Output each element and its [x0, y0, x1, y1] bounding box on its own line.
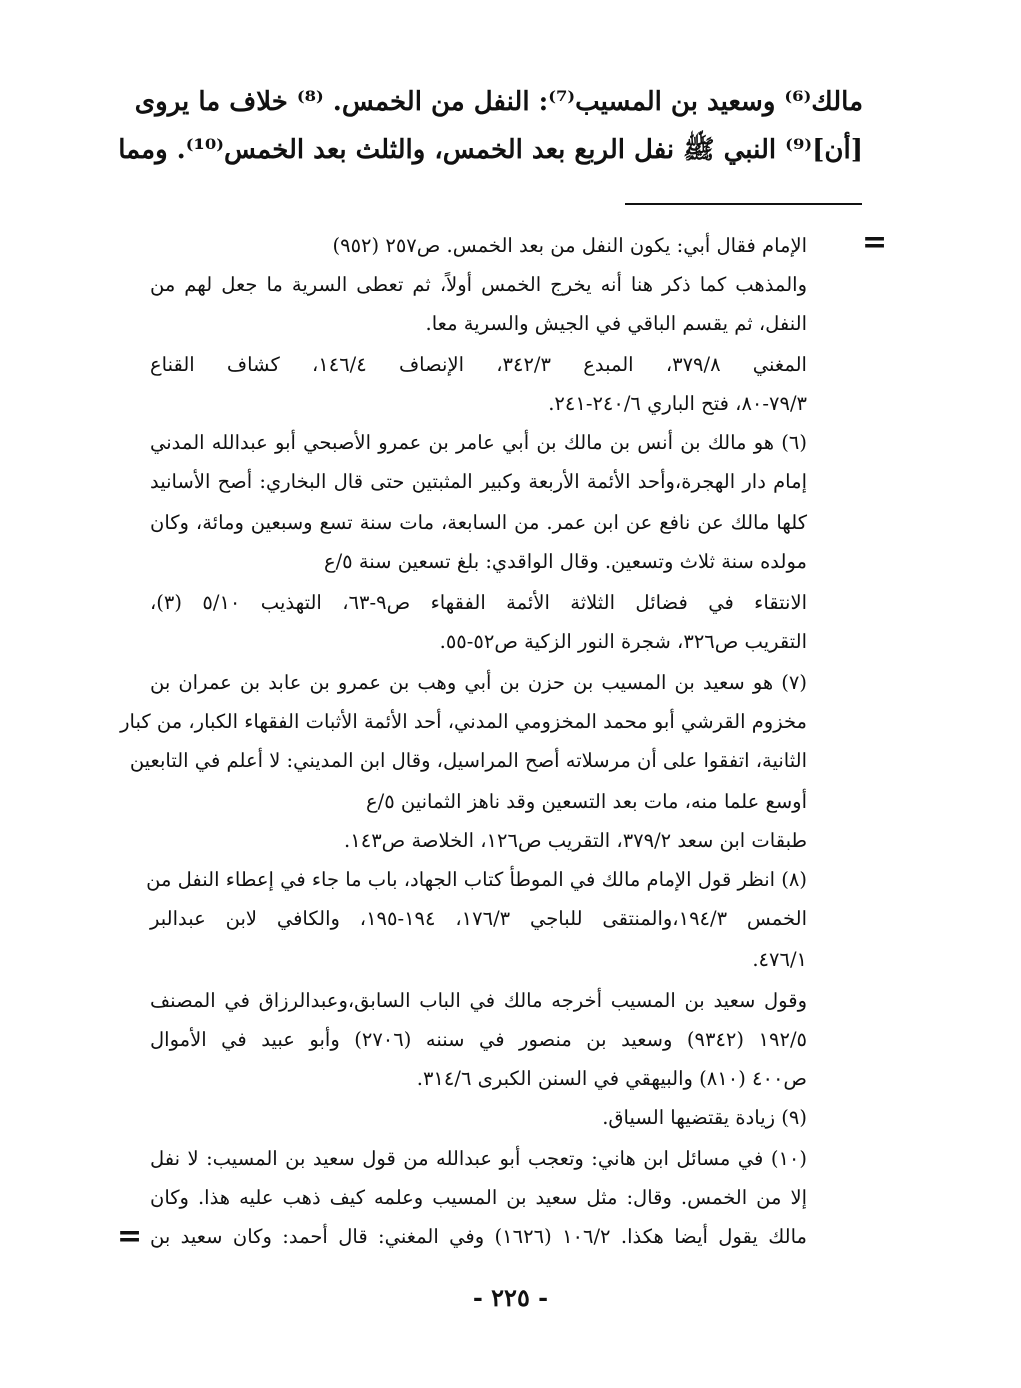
continuation-mark: =: [862, 225, 888, 260]
footnote-line: مولده سنة ثلاث وتسعين. وقال الواقدي: بلغ تسعين سنة ٥/ع: [323, 550, 807, 573]
footnote-line: والمذهب كما ذكر هنا أنه يخرج الخمس أولاً، ثم تعطى السرية ما جعل لهم من: [150, 273, 807, 296]
footnote-line: إلا من الخمس. وقال: مثل سعيد بن المسيب وعلمه كيف ذهب عليه هذا. وكان: [150, 1186, 807, 1209]
footnote-line: وقول سعيد بن المسيب أخرجه مالك في الباب السابق،وعبدالرزاق في المصنف: [150, 989, 807, 1012]
footnote-line: (٨) انظر قول الإمام مالك في الموطأ كتاب الجهاد، باب ما جاء في إعطاء النفل من: [146, 868, 807, 891]
footnote-line: (٧) هو سعيد بن المسيب بن حزن بن أبي وهب بن عمرو بن عابد بن عمران بن: [150, 671, 807, 694]
footnote-line: المغني ٣٧٩/٨، المبدع ٣٤٢/٣، الإنصاف ١٤٦/٤، كشاف القناع: [150, 353, 807, 376]
footnote-line: ٤٧٦/١.: [752, 948, 807, 971]
footnote-line: النفل، ثم يقسم الباقي في الجيش والسرية معا.: [425, 312, 807, 335]
main-text-line: [أن]⁽⁹⁾ النبي ﷺ نفل الربع بعد الخمس، والثلث بعد الخمس⁽¹⁰⁾. ومما: [118, 135, 863, 165]
page-number: - ٢٢٥ -: [472, 1283, 549, 1312]
footnote-line: ١٩٢/٥ (٩٣٤٢) وسعيد بن منصور في سننه (٢٧٠٦) وأبو عبيد في الأموال: [150, 1028, 807, 1051]
footnote-line: مالك يقول أيضا هكذا. ١٠٦/٢ (١٦٢٦) وفي المغني: قال أحمد: وكان سعيد بن: [150, 1225, 807, 1248]
footnote-line: (١٠) في مسائل ابن هاني: وتعجب أبو عبدالله من قول سعيد بن المسيب: لا نفل: [150, 1147, 807, 1170]
footnote-line: التقريب ص٣٢٦، شجرة النور الزكية ص٥٢-٥٥.: [439, 630, 807, 653]
footnote-line: الخمس ١٩٤/٣،والمنتقى للباجي ١٧٦/٣، ١٩٤-١٩٥، والكافي لابن عبدالبر: [150, 907, 807, 930]
footnote-line: إمام دار الهجرة،وأحد الأئمة الأربعة وكبير المثبتين حتى قال البخاري: أصح الأسانيد: [150, 470, 807, 493]
footnote-line: طبقات ابن سعد ٣٧٩/٢، التقريب ص١٢٦، الخلاصة ص١٤٣.: [344, 829, 807, 852]
footnote-line: (٦) هو مالك بن أنس بن مالك بن أبي عامر بن عمرو الأصبحي أبو عبدالله المدني: [150, 431, 807, 454]
continuation-mark: =: [117, 1219, 143, 1254]
footnote-line: ص٤٠٠ (٨١٠) والبيهقي في السنن الكبرى ٣١٤/٦.: [416, 1067, 807, 1090]
footnote-line: الثانية، اتفقوا على أن مرسلاته أصح المراسيل، وقال ابن المديني: لا أعلم في التابعين: [129, 749, 807, 772]
footnote-separator: [625, 203, 862, 205]
footnote-line: أوسع علما منه، مات بعد التسعين وقد ناهز الثمانين ٥/ع: [365, 790, 807, 813]
footnote-line: ٧٩/٣-٨٠، فتح الباري ٢٤٠/٦-٢٤١.: [548, 392, 807, 415]
main-text-line: مالك⁽⁶⁾ وسعيد بن المسيب⁽⁷⁾: النفل من الخمس. ⁽⁸⁾ خلاف ما يروى: [134, 87, 863, 117]
footnote-line: كلها مالك عن نافع عن ابن عمر. من السابعة، مات سنة تسع وسبعين ومائة، وكان: [150, 511, 807, 534]
footnote-line: مخزوم القرشي أبو محمد المخزومي المدني، أحد الأئمة الأثبات الفقهاء الكبار، من كبار: [120, 710, 807, 733]
footnote-line: الإمام فقال أبي: يكون النفل من بعد الخمس. ص٢٥٧ (٩٥٢): [332, 234, 807, 257]
footnote-line: الانتقاء في فضائل الثلاثة الأئمة الفقهاء ص٩-٦٣، التهذيب ٥/١٠ (٣)،: [150, 591, 807, 614]
footnote-line: (٩) زيادة يقتضيها السياق.: [602, 1106, 807, 1129]
